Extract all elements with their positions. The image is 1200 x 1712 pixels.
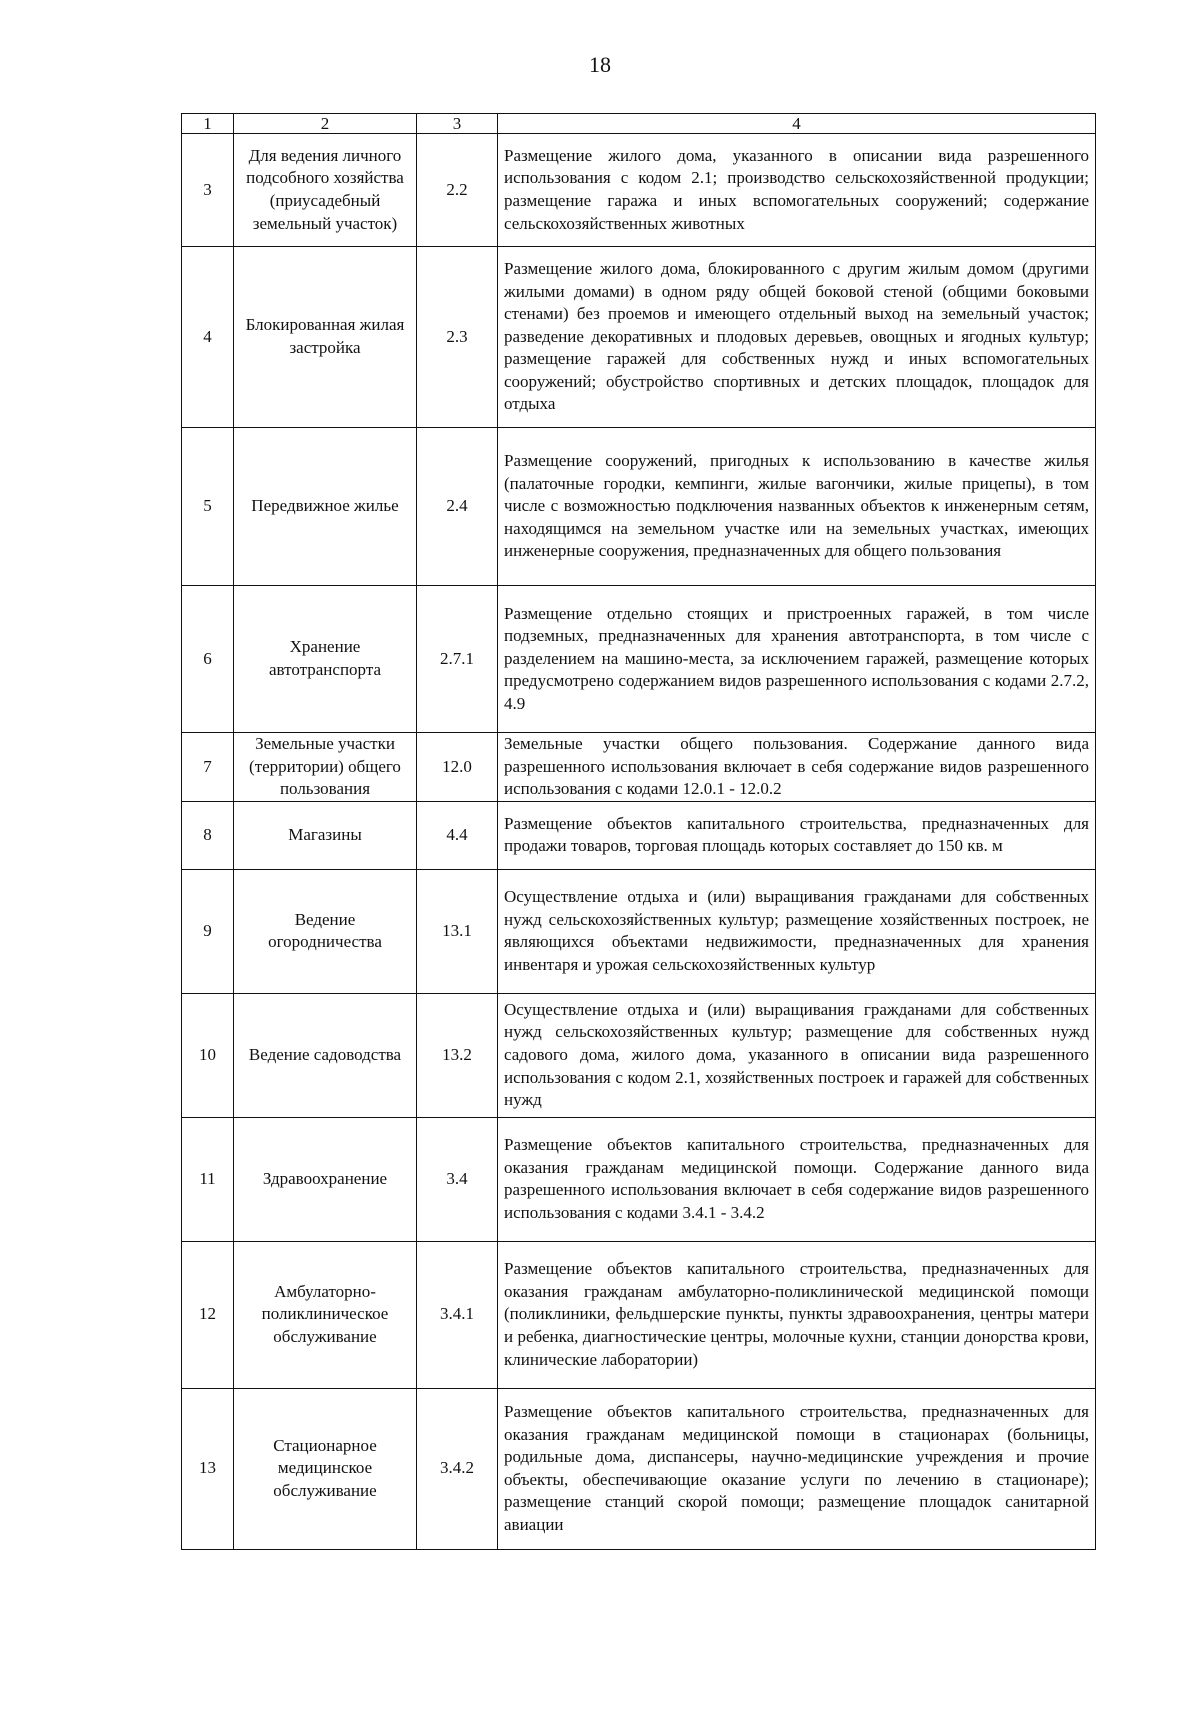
use-type-name: Магазины — [234, 801, 417, 869]
use-type-name: Стационарное медицинское обслуживание — [234, 1388, 417, 1549]
use-type-name: Блокированная жилая застройка — [234, 247, 417, 428]
use-type-code: 4.4 — [417, 801, 498, 869]
use-type-name: Для ведения личного подсобного хозяйства (приусадебный земельный участок) — [234, 134, 417, 247]
use-type-code: 12.0 — [417, 733, 498, 802]
header-col-2: 2 — [234, 114, 417, 134]
use-type-name: Ведение садоводства — [234, 993, 417, 1117]
table-row — [182, 869, 1096, 993]
use-type-name: Амбулаторно-поликлиническое обслуживание — [234, 1241, 417, 1388]
table-row — [182, 733, 1096, 802]
use-type-description: Размещение жилого дома, указанного в описании вида разрешенного использования с кодом 2.1; производство сельскохозяйственной продукции; размещение гаража и иных вспомогательных сооружений; содержание сельскохозяйственных животных — [498, 134, 1096, 247]
table-row — [182, 801, 1096, 869]
row-number: 6 — [182, 586, 234, 733]
table-row — [182, 1117, 1096, 1241]
land-use-table — [181, 113, 1096, 1550]
use-type-description: Размещение объектов капитального строительства, предназначенных для оказания гражданам медицинской помощи. Содержание данного вида разрешенного использования включает в себя содержание видов разрешенного использования с кодами 3.4.1 - 3.4.2 — [498, 1117, 1096, 1241]
use-type-name: Здравоохранение — [234, 1117, 417, 1241]
use-type-name: Хранение автотранспорта — [234, 586, 417, 733]
use-type-description: Размещение объектов капитального строительства, предназначенных для продажи товаров, торговая площадь которых составляет до 150 кв. м — [498, 801, 1096, 869]
use-type-code: 2.4 — [417, 428, 498, 586]
row-number: 12 — [182, 1241, 234, 1388]
table-header-row — [182, 114, 1096, 134]
use-type-code: 2.3 — [417, 247, 498, 428]
use-type-description: Земельные участки общего пользования. Содержание данного вида разрешенного использования включает в себя содержание видов разрешенного использования с кодами 12.0.1 - 12.0.2 — [498, 733, 1096, 802]
header-col-4: 4 — [498, 114, 1096, 134]
use-type-description: Размещение жилого дома, блокированного с другим жилым домом (другими жилыми домами) в одном ряду общей боковой стеной (общими боковыми стенами) без проемов и имеющего отдельный выход на земельный участок; разведение декоративных и плодовых деревьев, овощных и ягодных культур; размещение гаражей для собственных нужд и иных вспомогательных сооружений; обустройство спортивных и детских площадок, площадок для отдыха — [498, 247, 1096, 428]
row-number: 7 — [182, 733, 234, 802]
row-number: 11 — [182, 1117, 234, 1241]
table-row — [182, 1388, 1096, 1549]
use-type-code: 13.1 — [417, 869, 498, 993]
use-type-code: 3.4.1 — [417, 1241, 498, 1388]
use-type-description: Размещение объектов капитального строительства, предназначенных для оказания гражданам амбулаторно-поликлинической медицинской помощи (поликлиники, фельдшерские пункты, пункты здравоохранения, центры матери и ребенка, диагностические центры, молочные кухни, станции донорства крови, клинические лаборатории) — [498, 1241, 1096, 1388]
table-row — [182, 428, 1096, 586]
row-number: 13 — [182, 1388, 234, 1549]
use-type-name: Земельные участки (территории) общего пользования — [234, 733, 417, 802]
row-number: 3 — [182, 134, 234, 247]
use-type-name: Передвижное жилье — [234, 428, 417, 586]
use-type-code: 2.7.1 — [417, 586, 498, 733]
row-number: 5 — [182, 428, 234, 586]
page-number: 18 — [589, 52, 611, 77]
table-row — [182, 134, 1096, 247]
use-type-description: Осуществление отдыха и (или) выращивания гражданами для собственных нужд сельскохозяйственных культур; размещение хозяйственных построек, не являющихся объектами недвижимости, предназначенных для хранения инвентаря и урожая сельскохозяйственных культур — [498, 869, 1096, 993]
table-row — [182, 993, 1096, 1117]
row-number: 10 — [182, 993, 234, 1117]
use-type-code: 3.4 — [417, 1117, 498, 1241]
use-type-name: Ведение огородничества — [234, 869, 417, 993]
use-type-description: Размещение отдельно стоящих и пристроенных гаражей, в том числе подземных, предназначенных для хранения автотранспорта, в том числе с разделением на машино-места, за исключением гаражей, размещение которых предусмотрено содержанием видов разрешенного использования с кодами 2.7.2, 4.9 — [498, 586, 1096, 733]
table-row — [182, 586, 1096, 733]
table-row — [182, 1241, 1096, 1388]
use-type-code: 3.4.2 — [417, 1388, 498, 1549]
use-type-code: 13.2 — [417, 993, 498, 1117]
use-type-description: Размещение сооружений, пригодных к использованию в качестве жилья (палаточные городки, кемпинги, жилые вагончики, жилые прицепы), в том числе с возможностью подключения названных объектов к инженерным сетям, находящимся на земельном участке или на земельных участках, имеющих инженерные сооружения, предназначенных для общего пользования — [498, 428, 1096, 586]
use-type-description: Осуществление отдыха и (или) выращивания гражданами для собственных нужд сельскохозяйственных культур; размещение для собственных нужд садового дома, жилого дома, указанного в описании вида разрешенного использования с кодом 2.1, хозяйственных построек и гаражей для собственных нужд — [498, 993, 1096, 1117]
row-number: 8 — [182, 801, 234, 869]
header-col-3: 3 — [417, 114, 498, 134]
use-type-description: Размещение объектов капитального строительства, предназначенных для оказания гражданам медицинской помощи в стационарах (больницы, родильные дома, диспансеры, научно-медицинские учреждения и прочие объекты, обеспечивающие оказание услуги по лечению в стационаре); размещение станций скорой помощи; размещение площадок санитарной авиации — [498, 1388, 1096, 1549]
table-row — [182, 247, 1096, 428]
row-number: 4 — [182, 247, 234, 428]
row-number: 9 — [182, 869, 234, 993]
header-col-1: 1 — [182, 114, 234, 134]
use-type-code: 2.2 — [417, 134, 498, 247]
